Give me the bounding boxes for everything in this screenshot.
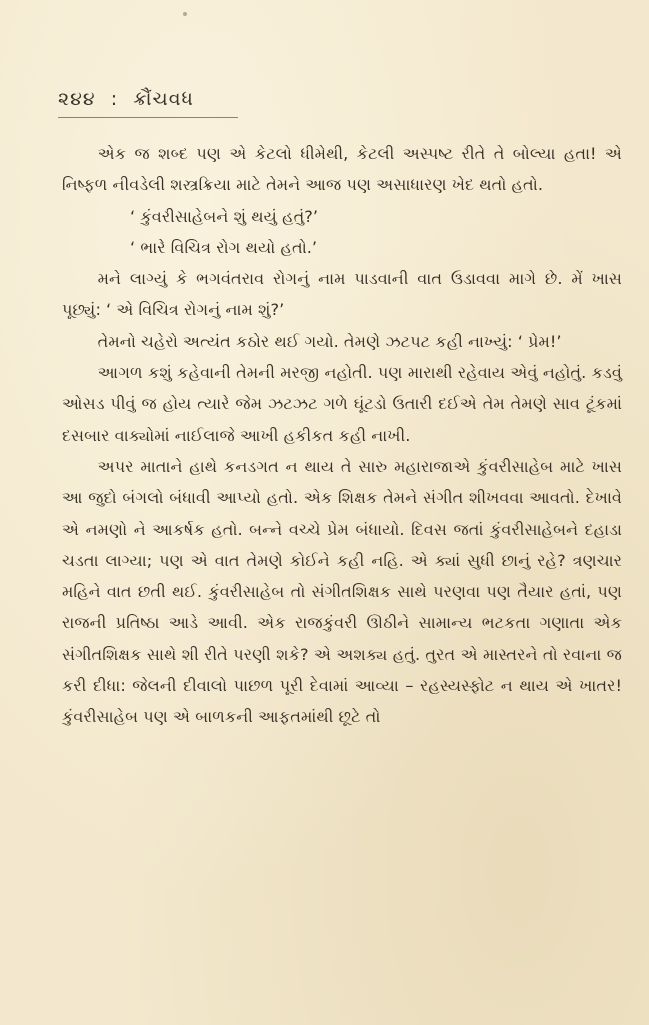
book-title: ક્રૌંચવધ	[133, 88, 194, 110]
page-number: ૨૪૪	[58, 88, 96, 110]
speck-mark	[183, 12, 187, 16]
paragraph: તેમનો ચહેરો અત્યંત કઠોર થઈ ગયો. તેમણે ઝટપટ કહી નાખ્યું: ‘ પ્રેમ!’	[97, 331, 562, 351]
header-separator: :	[110, 88, 119, 110]
paragraph-dialogue: ‘ કુંવરીસાહેબને શું થયું હતું?’	[130, 206, 319, 226]
paragraph: મને લાગ્યું કે ભગવંતરાવ રોગનું નામ પાડવાની વાત ઉડાવવા માગે છે. મેં ખાસ પૂછ્યું: ‘ એ વિચિત્ર રોગનું નામ શું?’	[62, 269, 622, 320]
paragraph-dialogue: ‘ ભારે વિચિત્ર રોગ થયો હતો.’	[130, 237, 318, 257]
body-text	[62, 138, 622, 733]
paragraph: એક જ શબ્દ પણ એ કેટલો ધીમેથી, કેટલી અસ્પષ્ટ રીતે તે બોલ્યા હતા! એ નિષ્ફળ નીવડેલી શસ્ત્રક્રિયા માટે તેમને આજ પણ અસાધારણ ખેદ થતો હતો.	[62, 144, 622, 195]
running-header	[58, 88, 194, 110]
paragraph: અપર માતાને હાથે કનડગત ન થાય તે સારુ મહારાજાએ કુંવરીસાહેબ માટે ખાસ આ જુદો બંગલો બંધાવી આપ્યો હતો. એક શિક્ષક તેમને સંગીત શીખવવા આવતો. દેખાવે એ નમણો ને આકર્ષક હતો. બન્ને વચ્ચે પ્રેમ બંધાયો. દિવસ જતાં કુંવરીસાહેબને દહાડા ચડતા લાગ્યા; પણ એ વાત તેમણે કોઈને કહી નહિ. એ ક્યાં સુધી છાનું રહે? ત્રણચાર મહિને વાત છતી થઈ. કુંવરીસાહેબ તો સંગીતશિક્ષક સાથે પરણવા પણ તૈયાર હતાં, પણ રાજની પ્રતિષ્ઠા આડે આવી. એક રાજકુંવરી ઊઠીને સામાન્ય ભટકતા ગણાતા એક સંગીતશિક્ષક સાથે શી રીતે પરણી શકે? એ અશક્ય હતું. તુરત એ માસ્તરને તો રવાના જ કરી દીધા: જેલની દીવાલો પાછળ પૂરી દેવામાં આવ્યા – રહસ્યસ્ફોટ ન થાય એ ખાતર! કુંવરીસાહેબ પણ એ બાળકની આફતમાંથી છૂટે તો	[62, 456, 622, 727]
header-rule	[58, 117, 238, 118]
paragraph: આગળ કશું કહેવાની તેમની મરજી નહોતી. પણ મારાથી રહેવાય એવું નહોતું. કડવું ઓસડ પીવું જ હોય ત્યારે જેમ ઝટઝટ ગળે ઘૂંટડો ઉતારી દઈએ તેમ તેમણે સાવ ટૂંકમાં દસબાર વાક્યોમાં નાઈલાજે આખી હકીકત કહી નાખી.	[62, 363, 622, 445]
